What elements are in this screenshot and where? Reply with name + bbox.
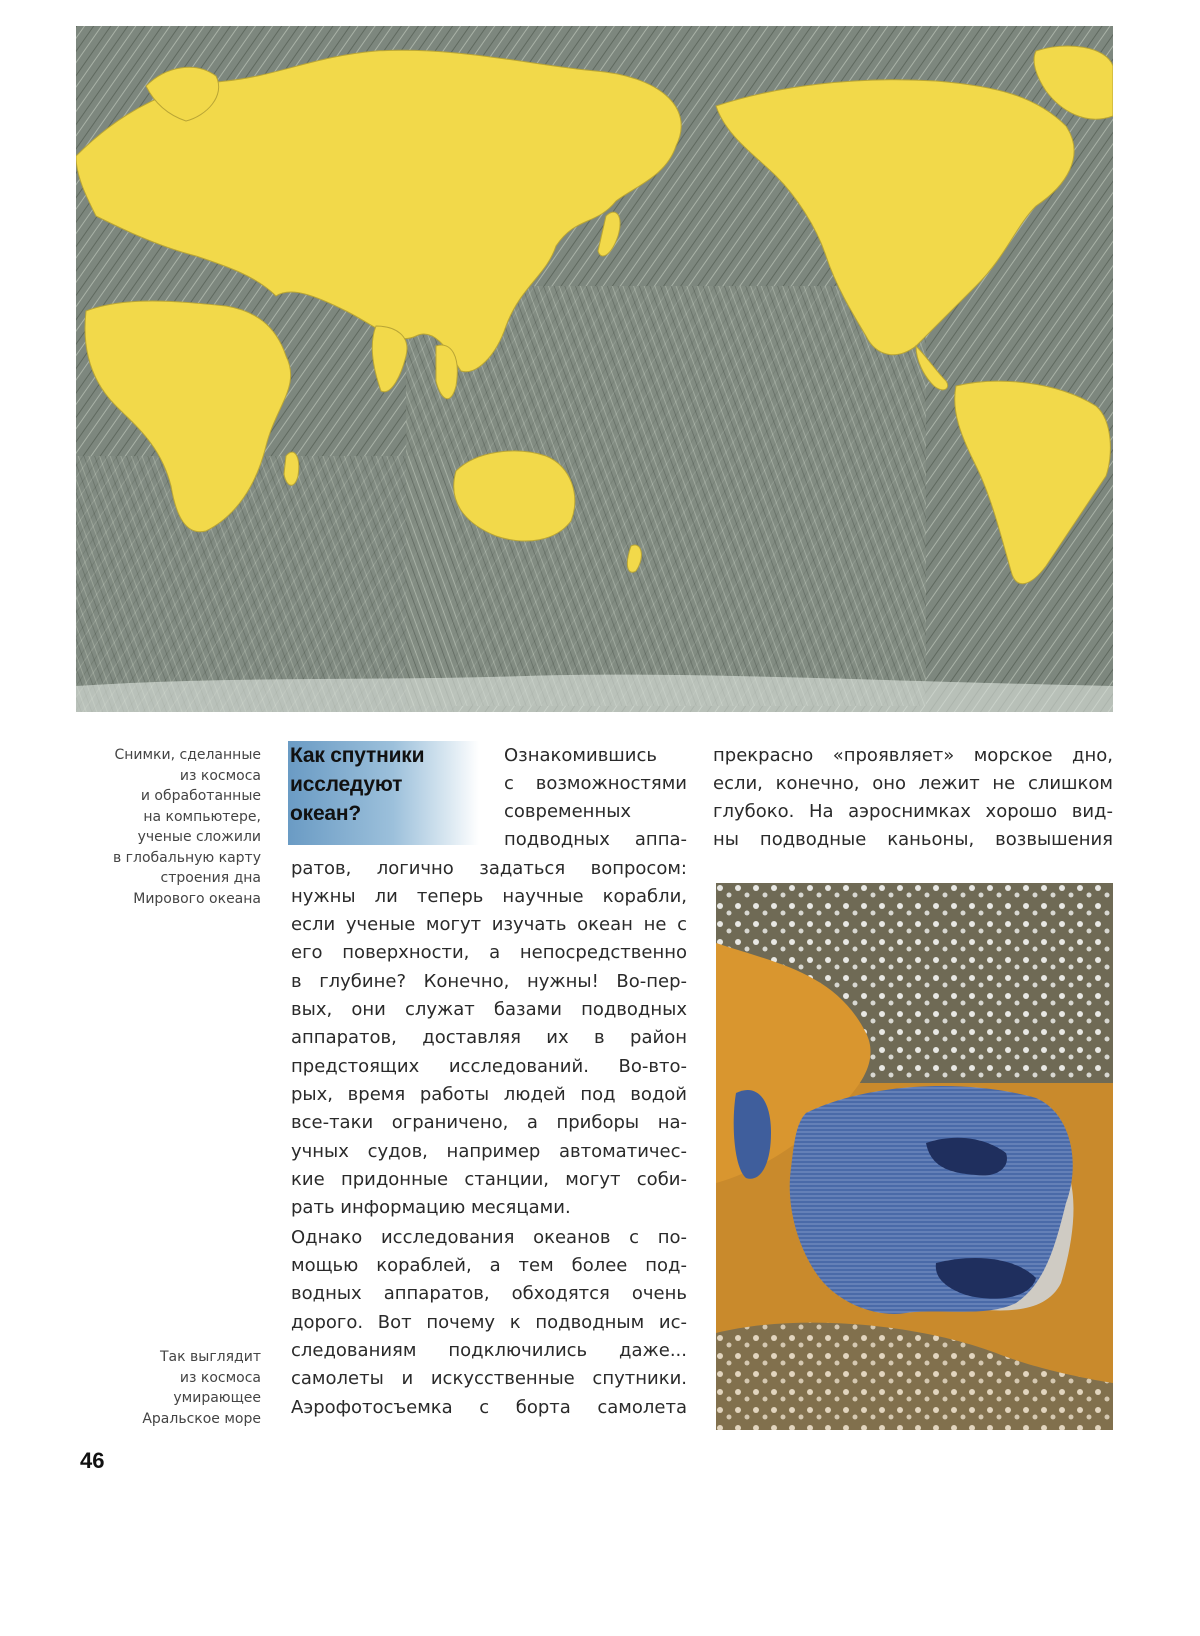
body-line: предстоящих исследований. Во-вто-	[291, 1056, 687, 1077]
body-line: рых, время работы людей под водой	[291, 1084, 687, 1105]
headline-line: Как спутники	[290, 744, 425, 767]
caption-line: из космоса	[179, 1369, 261, 1386]
aral-sea-satellite-photo	[716, 883, 1113, 1430]
body-line: подводных аппа-	[504, 829, 687, 850]
body-line: прекрасно «проявляет» морское дно,	[713, 745, 1113, 766]
caption-line: из космоса	[179, 767, 261, 784]
caption-line: умирающее	[173, 1390, 261, 1406]
map-caption	[76, 745, 261, 909]
article-headline	[288, 741, 479, 845]
caption-line: Аральское море	[142, 1410, 261, 1427]
headline-line: океан?	[290, 802, 362, 825]
body-line: мощью кораблей, а тем более под-	[291, 1255, 687, 1276]
body-line: глубоко. На аэроснимках хорошо вид-	[713, 801, 1113, 822]
body-line: следованиям подключились даже...	[291, 1340, 687, 1361]
body-line: дорого. Вот почему к подводным ис-	[291, 1312, 687, 1333]
body-line: Ознакомившись	[504, 745, 657, 766]
headline-line: исследуют	[290, 773, 403, 796]
body-line: кие придонные станции, могут соби-	[291, 1169, 687, 1190]
body-line: если, конечно, оно лежит не слишком	[713, 773, 1113, 794]
body-line: Однако исследования океанов с по-	[291, 1227, 687, 1248]
body-line: если ученые могут изучать океан не с	[291, 914, 687, 935]
body-line: Аэрофотосъемка с борта самолета	[291, 1397, 687, 1418]
caption-line: Мирового океана	[133, 890, 261, 907]
body-line: современных	[504, 801, 632, 822]
caption-line: Снимки, сделанные	[114, 747, 261, 763]
body-line: ратов, логично задаться вопросом:	[291, 858, 687, 879]
caption-line: в глобальную карту	[112, 849, 261, 866]
body-line: ны подводные каньоны, возвышения	[713, 829, 1113, 850]
body-line: нужны ли теперь научные корабли,	[291, 886, 687, 907]
body-line: с возможностями	[504, 773, 687, 794]
caption-line: ученые сложили	[137, 829, 261, 845]
body-line: его поверхности, а непосредственно	[291, 942, 687, 963]
caption-line: и обработанные	[140, 788, 261, 804]
body-line: все-таки ограничено, а приборы на-	[291, 1112, 687, 1133]
body-line: самолеты и искусственные спутники.	[291, 1368, 687, 1389]
body-line: рать информацию месяцами.	[291, 1197, 571, 1218]
body-line: водных аппаратов, обходятся очень	[291, 1283, 687, 1304]
caption-line: на компьютере,	[143, 808, 261, 825]
aral-photo-caption	[76, 1347, 261, 1429]
body-line: вых, они служат базами подводных	[291, 999, 687, 1020]
body-line: в глубине? Конечно, нужны! Во-пер-	[291, 971, 687, 992]
body-line: учных судов, например автоматичес-	[291, 1141, 687, 1162]
body-line: аппаратов, доставляя их в район	[291, 1027, 687, 1048]
caption-line: Так выглядит	[159, 1349, 261, 1365]
page-number: 46	[80, 1448, 105, 1473]
ocean-floor-map	[76, 26, 1113, 712]
caption-line: строения дна	[160, 870, 261, 886]
